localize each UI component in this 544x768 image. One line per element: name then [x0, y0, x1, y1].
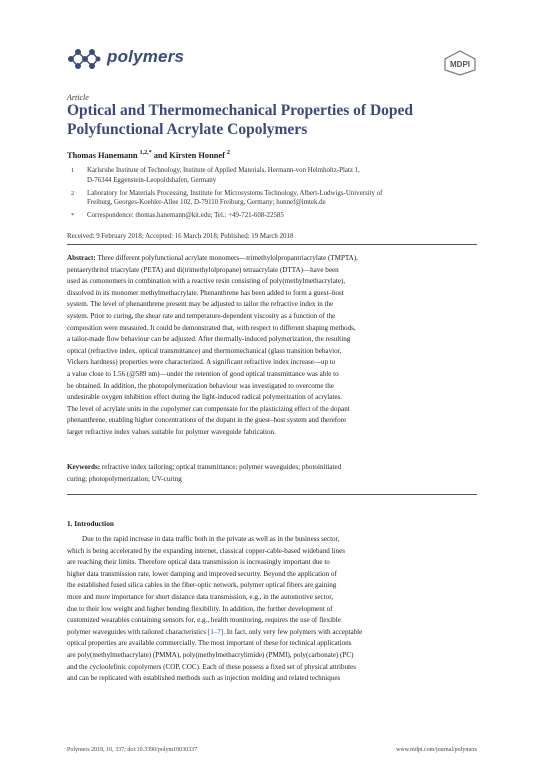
abstract-line: phenanthrene, enabling higher concentrations of the dopant in the guest–host system and therefore: [67, 416, 347, 425]
correspondence-item: [67, 211, 487, 221]
divider: [67, 244, 477, 245]
abstract-line: Vickers hardness) properties were characterized. A significant refractive index increase—up to: [67, 358, 336, 367]
author-name[interactable]: and Kirsten Honnef: [153, 150, 225, 160]
author-name[interactable]: Thomas Hanemann: [67, 150, 138, 160]
affiliation-marker: 2: [71, 189, 75, 197]
affiliations: [67, 166, 487, 224]
abstract-line: dissolved in its monomer methylmethacrylate. Phenanthrene has been added to form a guest–host: [67, 288, 344, 297]
body-line: higher data transmission rate, lower damping and improved security. Beyond the application of: [67, 569, 337, 578]
affiliation-item: [67, 189, 487, 209]
abstract-line: undesirable oxygen inhibition effect during the light-induced radical polymerization of acrylates.: [67, 393, 343, 402]
body-line: which is being accelerated by the expanding internet, classical copper-cable-based wideband lines: [67, 546, 345, 555]
affiliation-line: Freiburg, Georges-Koehler-Allee 102, D-79110 Freiburg, Germany; honnef@imtek.de: [87, 199, 326, 207]
article-type: Article: [67, 93, 89, 102]
abstract-line: system. The level of phenanthrene present may be adjusted to tailor the refractive index in the: [67, 300, 334, 309]
affiliation-line: D-76344 Eggenstein-Leopoldshafen, Germany: [87, 176, 217, 184]
abstract-line: Three different polyfunctional acrylate monomers—trimethylolpropantriacrylate (TMPTA),: [97, 254, 358, 262]
journal-name: polymers: [107, 47, 185, 66]
publication-dates: Received: 9 February 2018; Accepted: 16 March 2018; Published: 19 March 2018: [67, 233, 294, 240]
abstract-line: larger refractive index values suitable for polymer waveguide fabrication.: [67, 427, 276, 436]
correspondence-line[interactable]: Correspondence: thomas.hanemann@kit.edu; Tel.: +49-721-608-22585: [87, 212, 284, 220]
author-affiliation-marker: 2: [227, 150, 230, 156]
body-line: polymer waveguides with tailored characteristics [1–7]. In fact, only very few polymers with acceptable: [67, 627, 363, 636]
abstract-line: The level of acrylate units in the copolymer can compensate for the plasticizing effect of the dopant: [67, 404, 350, 413]
body-text: [67, 534, 477, 685]
body-line: are poly(methylmethacrylate) (PMMA), poly(methylmethacrylimide) (PMMI), poly(carbonate) (PC): [67, 650, 354, 659]
body-line: due to their low weight and higher bending flexibility. In addition, the further development of: [67, 604, 333, 613]
affiliation-line: Karlsruhe Institute of Technology, Institute of Applied Materials, Hermann-von Helmholtz-Platz 1,: [87, 167, 360, 174]
title-line: Optical and Thermomechanical Properties of Doped: [67, 102, 414, 119]
body-line: and the cycloolefinic copolymers (COP, COC). Each of these possess a fixed set of physical attributes: [67, 662, 357, 671]
footer-url[interactable]: www.mdpi.com/journal/polymers: [396, 747, 477, 753]
abstract-line: optical (refractive index, optical transmittance) and thermomechanical (glass transition behavior,: [67, 346, 342, 355]
corresponding-marker: *: [148, 150, 152, 156]
publisher-logo-text: MDPI: [450, 60, 470, 69]
body-line: optical properties are available commercially. The most important of these for technical applications: [67, 639, 352, 648]
journal-logo-icon: [67, 46, 101, 72]
footer-citation: Polymers 2018, 10, 337; doi:10.3390/polym10030337: [67, 747, 198, 753]
journal-header: [67, 44, 477, 84]
abstract-label: Abstract:: [67, 254, 96, 262]
author-list: [67, 150, 230, 160]
abstract-line: a tailor-made flow behaviour can be adjusted. After thermally-induced polymerization, the resulting: [67, 335, 351, 344]
keywords-label: Keywords:: [67, 463, 101, 471]
mdpi-logo-icon: [443, 50, 477, 76]
body-line: and can be replicated with established methods such as injection molding and related techniques: [67, 674, 341, 683]
body-line: Due to the rapid increase in data traffic both in the private as well as in the business sector,: [82, 535, 340, 543]
body-line: are reaching their limits. Therefore optical data transmission is increasingly important due to: [67, 558, 330, 567]
affiliation-line: Laboratory for Materials Processing, Institute for Microsystems Technology, Albert-Ludwigs-University of: [87, 189, 383, 197]
affiliation-marker: 1: [71, 167, 75, 174]
keywords-line: curing; photopolymerization; UV-curing: [67, 474, 182, 483]
title-line: Polyfunctional Acrylate Copolymers: [67, 120, 308, 138]
abstract-line: system. Prior to curing, the shear rate and temperature-dependent viscosity as a function of the: [67, 311, 336, 320]
abstract-line: pentaerythritol triacrylate (PETA) and di(trimethylolpropane) tetraacrylate (DTTA)—have been: [67, 265, 339, 274]
body-line: more and more importance for short distance data transmission, e.g., in the automotive sector,: [67, 592, 334, 601]
correspondence-marker: *: [71, 212, 75, 220]
abstract-line: composition were measured. It could be demonstrated that, with respect to different shaping methods,: [67, 323, 356, 332]
affiliation-item: [67, 166, 487, 186]
citation-link[interactable]: [1–7]: [207, 627, 224, 636]
section-heading: 1. Introduction: [67, 519, 114, 528]
article-title: [67, 102, 487, 139]
abstract-line: be obtained. In addition, the photopolymerization behaviour was investigated to overcome the: [67, 381, 334, 390]
divider: [67, 494, 477, 495]
abstract: [67, 253, 477, 439]
abstract-line: used as comonomers in combination with a reactive resin consisting of poly(methylmethacrylate),: [67, 277, 346, 286]
keywords-line: refractive index tailoring; optical transmittance; polymer waveguides; photoinitiated: [101, 463, 342, 471]
keywords: [67, 462, 477, 485]
body-line: customized wearables containing sensors for, e.g., health monitoring, requires the use of flexible: [67, 616, 341, 625]
abstract-line: a value close to 1.56 (@589 nm)—under the retention of good optical transmittance was able to: [67, 369, 339, 378]
author-affiliation-marker: 1,2,: [139, 150, 149, 156]
body-line: the established fused silica cables in the fiber-optic network, polymer optical fibers are gaining: [67, 581, 337, 590]
